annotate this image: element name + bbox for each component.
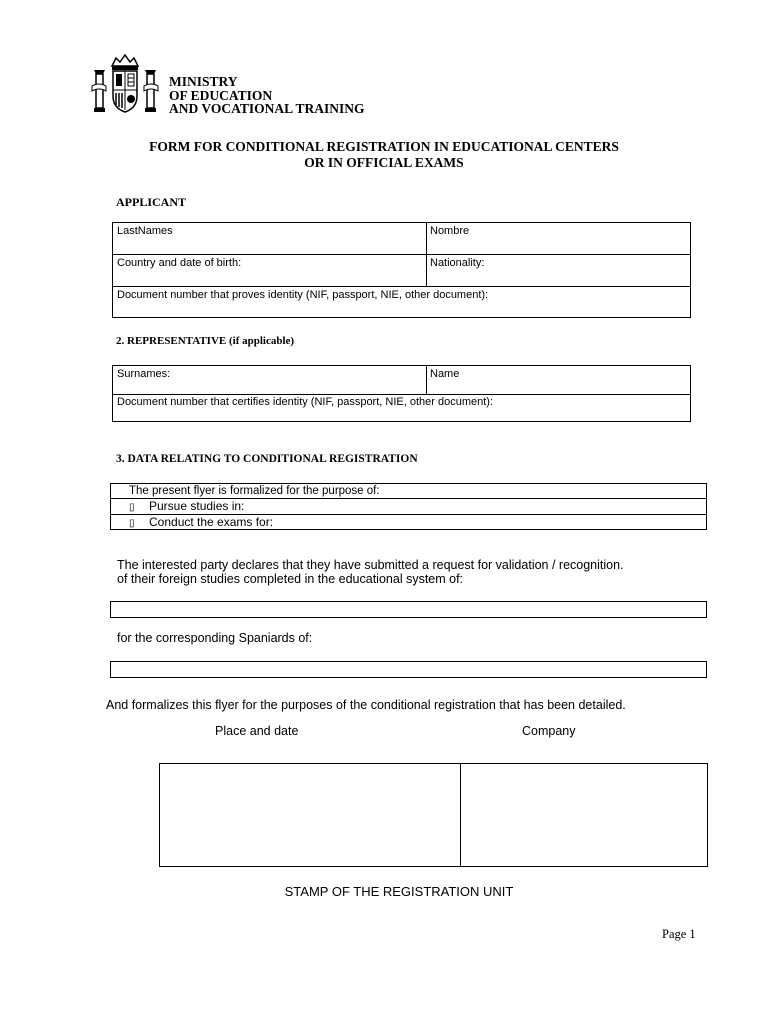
birth-field[interactable]: Country and date of birth: (117, 257, 242, 269)
declaration-text (117, 559, 624, 586)
option-exams-label: Conduct the exams for: (149, 515, 274, 529)
ministry-line-3: AND VOCATIONAL TRAINING (169, 101, 365, 116)
representative-heading: 2. REPRESENTATIVE (if applicable) (116, 335, 295, 347)
place-date-box[interactable] (160, 764, 460, 866)
representative-table (112, 365, 691, 422)
coat-of-arms-logo (90, 52, 160, 120)
educational-system-input[interactable] (110, 601, 707, 618)
option-studies[interactable] (125, 499, 248, 515)
signature-table (159, 763, 708, 867)
company-box[interactable] (461, 764, 707, 866)
applicant-document-field[interactable]: Document number that proves identity (NIF, passport, NIE, other document): (117, 289, 489, 301)
page-number: Page 1 (662, 927, 696, 941)
purpose-label: The present flyer is formalized for the purpose of: (129, 485, 380, 497)
registration-heading: 3. DATA RELATING TO CONDITIONAL REGISTRATION (116, 453, 418, 465)
option-exams[interactable] (125, 515, 277, 531)
nationality-field[interactable]: Nationality: (430, 257, 485, 269)
ministry-line-2: OF EDUCATION (169, 87, 273, 103)
applicant-heading: APPLICANT (116, 195, 187, 209)
name-field[interactable]: Name (430, 368, 460, 380)
checkbox-icon[interactable]: ▯ (129, 518, 135, 529)
declaration-line-1: The interested party declares that they have submitted a request for validation / recognition. (117, 558, 624, 572)
registration-table (110, 483, 707, 530)
form-title-line-2: OR IN OFFICIAL EXAMS (304, 154, 464, 170)
option-studies-label: Pursue studies in: (149, 499, 245, 513)
stamp-label: STAMP OF THE REGISTRATION UNIT (284, 884, 514, 899)
ministry-line-1: MINISTRY (169, 74, 238, 89)
form-title (0, 139, 768, 170)
formalizes-text: And formalizes this flyer for the purposes of the conditional registration that has been detailed. (106, 698, 626, 712)
spaniards-input[interactable] (110, 661, 707, 678)
place-date-label: Place and date (215, 724, 299, 738)
representative-document-field[interactable]: Document number that certifies identity (NIF, passport, NIE, other document): (117, 396, 493, 408)
nombre-field[interactable]: Nombre (430, 225, 470, 237)
ministry-name (169, 75, 365, 116)
checkbox-icon[interactable]: ▯ (129, 502, 135, 513)
applicant-table (112, 222, 691, 318)
form-title-line-1: FORM FOR CONDITIONAL REGISTRATION IN EDUCATIONAL CENTERS (149, 139, 619, 154)
spaniards-label: for the corresponding Spaniards of: (117, 631, 313, 645)
last-names-field[interactable]: LastNames (117, 225, 173, 237)
company-label: Company (522, 724, 576, 738)
surnames-field[interactable]: Surnames: (117, 368, 171, 380)
declaration-line-2: of their foreign studies completed in the educational system of: (117, 571, 464, 586)
